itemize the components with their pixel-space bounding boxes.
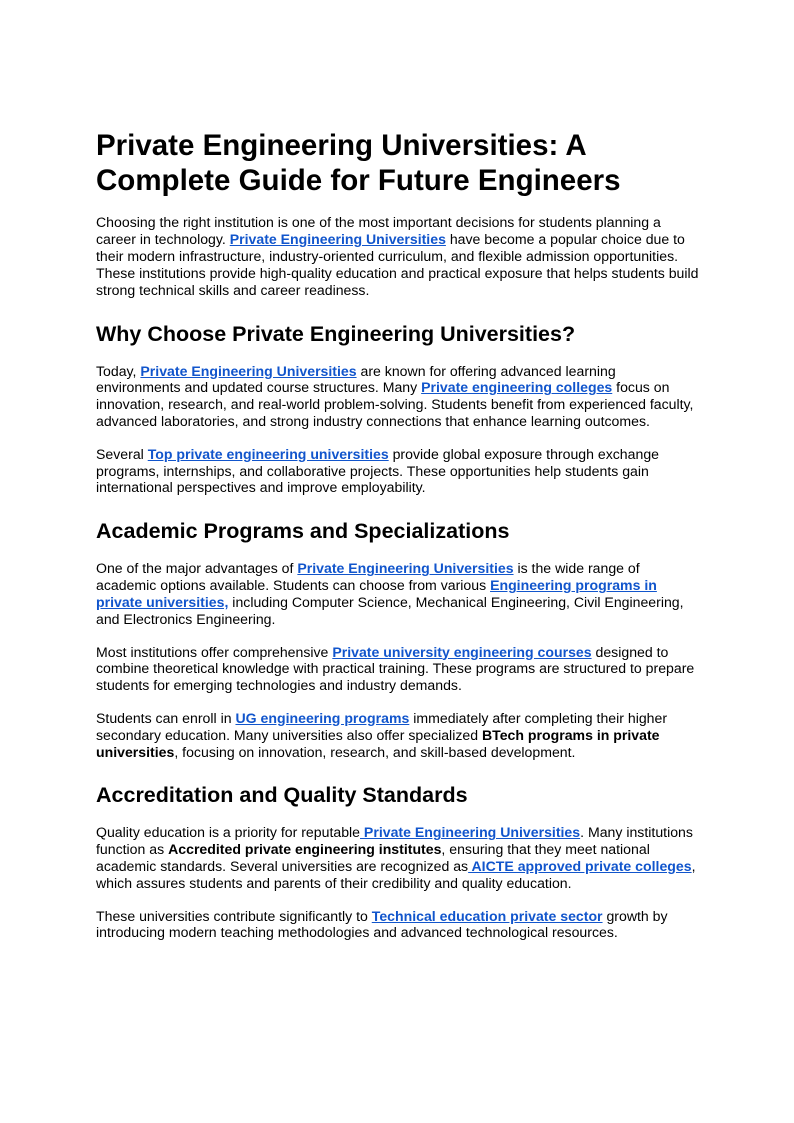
heading-why-choose: Why Choose Private Engineering Universities?	[96, 321, 576, 346]
accreditation-paragraph-2	[96, 908, 700, 942]
bold-text: Accredited private engineering institutes	[168, 841, 442, 858]
page-title: Private Engineering Universities: A Complete Guide for Future Engineers	[96, 129, 621, 197]
academic-paragraph-1	[96, 560, 700, 628]
text-run: Choosing the right institution is one of the most important decisions for students planning a career in technology.	[96, 214, 661, 247]
link-private-engineering-colleges[interactable]: Private engineering colleges	[421, 379, 613, 396]
text-run: Most institutions offer comprehensive	[96, 643, 333, 660]
text-run: Today,	[96, 362, 141, 379]
text-run: focus on innovation, research, and real-world problem-solving. Students benefit from experienced faculty, advanced laboratories, and strong industry connections that enhance learning outcomes.	[96, 379, 694, 430]
text-run: growth by introducing modern teaching methodologies and advanced technological resources.	[96, 907, 668, 941]
bold-text: BTech programs in private universities	[96, 726, 660, 760]
heading-accreditation: Accreditation and Quality Standards	[96, 783, 468, 808]
text-run: . Many institutions function as	[96, 824, 693, 858]
text-run: including Computer Science, Mechanical Engineering, Civil Engineering, and Electronics Engineering.	[96, 594, 684, 628]
link-private-engineering-universities[interactable]: Private Engineering Universities	[297, 560, 514, 577]
why-paragraph-2	[96, 446, 700, 497]
text-run: , ensuring that they meet national academic standards. Several universities are recognized as	[96, 841, 650, 875]
link-private-engineering-universities[interactable]: Private Engineering Universities	[360, 824, 581, 841]
text-run: , focusing on innovation, research, and skill-based development.	[174, 743, 576, 760]
text-run: are known for offering advanced learning environments and updated course structures. Many	[96, 362, 616, 396]
text-run: These universities contribute significantly to	[96, 907, 372, 924]
text-run: immediately after completing their higher secondary education. Many universities also offer specialized	[96, 709, 668, 743]
text-run: have become a popular choice due to their modern infrastructure, industry-oriented curriculum, and flexible admission opportunities. These institutions provide high-quality education and practical exposure that helps students build strong technical skills and career readiness.	[96, 230, 699, 298]
document-page	[96, 128, 700, 941]
link-technical-education-private-sector[interactable]: Technical education private sector	[371, 907, 603, 924]
intro-paragraph	[96, 214, 700, 299]
link-private-engineering-universities[interactable]: Private Engineering Universities	[229, 230, 446, 247]
text-run: One of the major advantages of	[96, 560, 298, 577]
text-run: Quality education is a priority for reputable	[96, 824, 361, 841]
link-aicte-approved-private-colleges[interactable]: AICTE approved private colleges	[468, 858, 692, 875]
academic-paragraph-2	[96, 644, 700, 695]
text-run: provide global exposure through exchange programs, internships, and collaborative projects. These opportunities help students gain international perspectives and improve employability.	[96, 445, 659, 496]
text-run: designed to combine theoretical knowledge with practical training. These programs are structured to prepare students for emerging technologies and industry demands.	[96, 643, 695, 694]
why-paragraph-1	[96, 363, 700, 431]
link-engineering-programs-in-private-universities[interactable]: Engineering programs in private universities,	[96, 577, 657, 611]
text-run: is the wide range of academic options available. Students can choose from various	[96, 560, 640, 594]
academic-paragraph-3	[96, 710, 700, 761]
text-run: Several	[96, 445, 148, 462]
heading-academic-programs: Academic Programs and Specializations	[96, 519, 510, 544]
accreditation-paragraph-1	[96, 824, 700, 892]
text-run: Students can enroll in	[96, 709, 236, 726]
link-ug-engineering-programs[interactable]: UG engineering programs	[235, 709, 410, 726]
link-private-engineering-universities[interactable]: Private Engineering Universities	[140, 362, 357, 379]
link-private-university-engineering-courses[interactable]: Private university engineering courses	[332, 643, 592, 660]
link-top-private-engineering-universities[interactable]: Top private engineering universities	[147, 445, 389, 462]
text-run: , which assures students and parents of their credibility and quality education.	[96, 858, 696, 892]
